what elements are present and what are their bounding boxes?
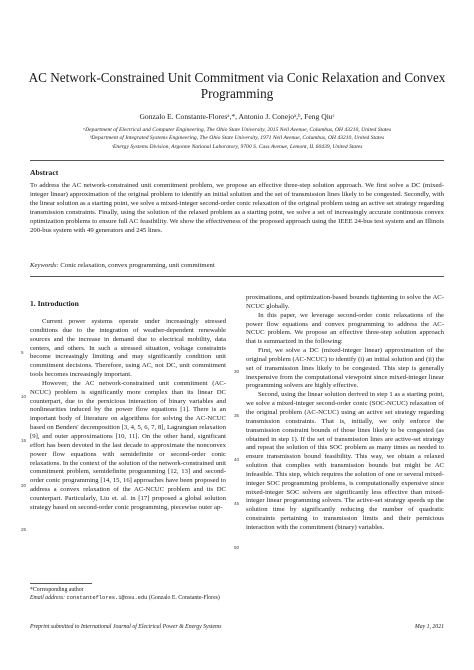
footer-journal: Preprint submitted to International Journal of Electrical Power & Energy Systems [30,624,222,630]
line-numbers-left [21,0,27,670]
footnote-rule [30,583,92,584]
intro-paragraph-2: However, the AC network-constrained unit commitment (AC-NCUC) problem is significantly more complex than its linear DC counterpart, due to the pernicious interaction of binary variables and nonlinearities induced by the power flow equations [1]. There is an important body of literature on algorithms for solving the AC-NCUC based on Benders' decomposition [3, 4, 5, 6, 7, 8], Lagrangian relaxation [9], and outer approximations [10, 11]. On the other hand, significant effort has been devoted in the last decade to approximate the nonconvex power flow equations with semidefinite or second-order conic relaxations. In the context of the solution of the network-constrained unit commitment problem, semidefinite programming [12, 13] and second-order conic programming [14, 15, 16] approaches have been proposed to address a convex relaxation of the AC-NCUC problem and its DC counterpart. Particularly, Liu et. al. in [17] proposed a global solution strategy based on second-order conic programming, piecewise outer ap- [30,379,226,511]
keywords-text: Conic relaxation, convex programming, unit commitment [60,262,215,269]
right-column [246,294,444,533]
line-number: 15 [21,438,27,443]
page-footer [30,624,444,630]
abstract-heading: Abstract [30,168,59,177]
intro-paragraph-4: In this paper, we leverage second-order conic relaxations of the power flow equations and convex programming to address the AC-NCUC problem. We propose an effective three-step solution approach that is summarized in the following: [246,311,444,346]
line-number: 45 [234,501,240,506]
line-number: 5 [21,350,24,355]
line-number: 10 [21,394,27,399]
line-number: 25 [21,527,27,532]
line-number: 30 [234,369,240,374]
paper-title: AC Network-Constrained Unit Commitment via Conic Relaxation and Convex Programming [28,70,446,101]
intro-paragraph-1: Current power systems operate under increasingly stressed conditions due to the integration of weather-dependent renewable sources and the increase in demand due to electrical mobility, data centers, and others. In such a stressed situation, voltage constraints become increasingly limiting and may significantly condition unit commitment decisions. Therefore, using AC, not DC, unit commitment tools becomes increasingly important. [30,318,226,379]
intro-paragraph-3: proximations, and optimization-based bounds tightening to solve the AC-NCUC globally. [246,294,444,310]
introduction-heading: 1. Introduction [30,299,79,308]
email-owner: (Gonzalo E. Constante-Flores) [148,594,220,601]
intro-paragraph-5: First, we solve a DC (mixed-integer linear) approximation of the original problem (AC-NCUC) to identify (i) an initial solution and (ii) the set of transmission lines likely to be congested. This step is generally inexpensive from the computational viewpoint since mixed-integer linear programming solvers are highly effective. [246,347,444,390]
intro-paragraph-6: Second, using the linear solution derived in step 1 as a starting point, we solve a mixed-integer second-order conic (SOC-NCUC) relaxation of the original problem (AC-NCUC) using an active set strategy regarding transmission constraints. That is, initially, we only enforce the transmission constraint bounds of those lines likely to be congested (as obtained in step 1). If the set of transmission lines are active-set strategy and repeat the solution of this SOC problem as many times as needed to ensure transmission bound feasibility. This way, we obtain a relaxed solution that complies with transmission bounds but might be AC infeasible. This step, which requires the solution of one or several mixed-integer SOC programming problems, is computationally expensive since mixed-integer SOC solvers are significantly less effective than mixed-integer linear programming solvers. The active-set strategy speeds up the solution time by significantly reducing the number of quadratic constraints pertaining to transmission limits and their pernicious interaction with the commitment (binary) variables. [246,391,444,531]
left-column [30,318,226,513]
footnote [30,587,230,602]
abstract-text: To address the AC network-constrained unit commitment problem, we propose an effective three-step solution approach. We first solve a DC (mixed-integer linear) approximation of the original problem to identify an initial solution and the set of transmission lines likely to be congested. Secondly, with the linear solution as a starting point, we solve a mixed-integer second-order conic relaxation of the original problem using an active set strategy regarding transmission constraints. Finally, using the solution of the relaxed problem as a starting point, we solve a set of increasingly accurate continuous convex optimization problems to ensure full AC feasibility. We show the effectiveness of the proposed approach using the IEEE 24-bus test system and an Illinois 200-bus system with 49 generators and 245 lines. [30,182,444,234]
affiliation-b: ᵇDepartment of Integrated Systems Engineering, The Ohio State University, 1971 Neil Avenue, Columbus, OH 43210, United States [89,135,385,142]
line-number: 35 [234,413,240,418]
line-number: 50 [234,545,240,550]
email-label: Email address: [30,594,66,601]
line-number: 20 [21,483,27,488]
affiliation-c: ᶜEnergy Systems Division, Argonne National Laboratory, 9700 S. Cass Avenue, Lemont, IL 60439, United States [111,143,363,150]
affiliation-a: ᵃDepartment of Electrical and Computer Engineering, The Ohio State University, 2015 Neil Avenue, Columbus, OH 43210, United States [82,127,392,133]
email-link[interactable]: constanteflores.1@osu.edu [66,594,148,601]
footer-date: May 1, 2021 [414,624,444,630]
author-list: Gonzalo E. Constante-Floresᵃ,*, Antonio J. Conejoᵃ,ᵇ, Feng Qiuᶜ [139,112,335,121]
keywords-label: Keywords: [30,262,59,269]
corresponding-author: *Corresponding author [30,587,84,593]
line-number: 40 [234,457,240,462]
line-numbers-middle [234,0,242,670]
